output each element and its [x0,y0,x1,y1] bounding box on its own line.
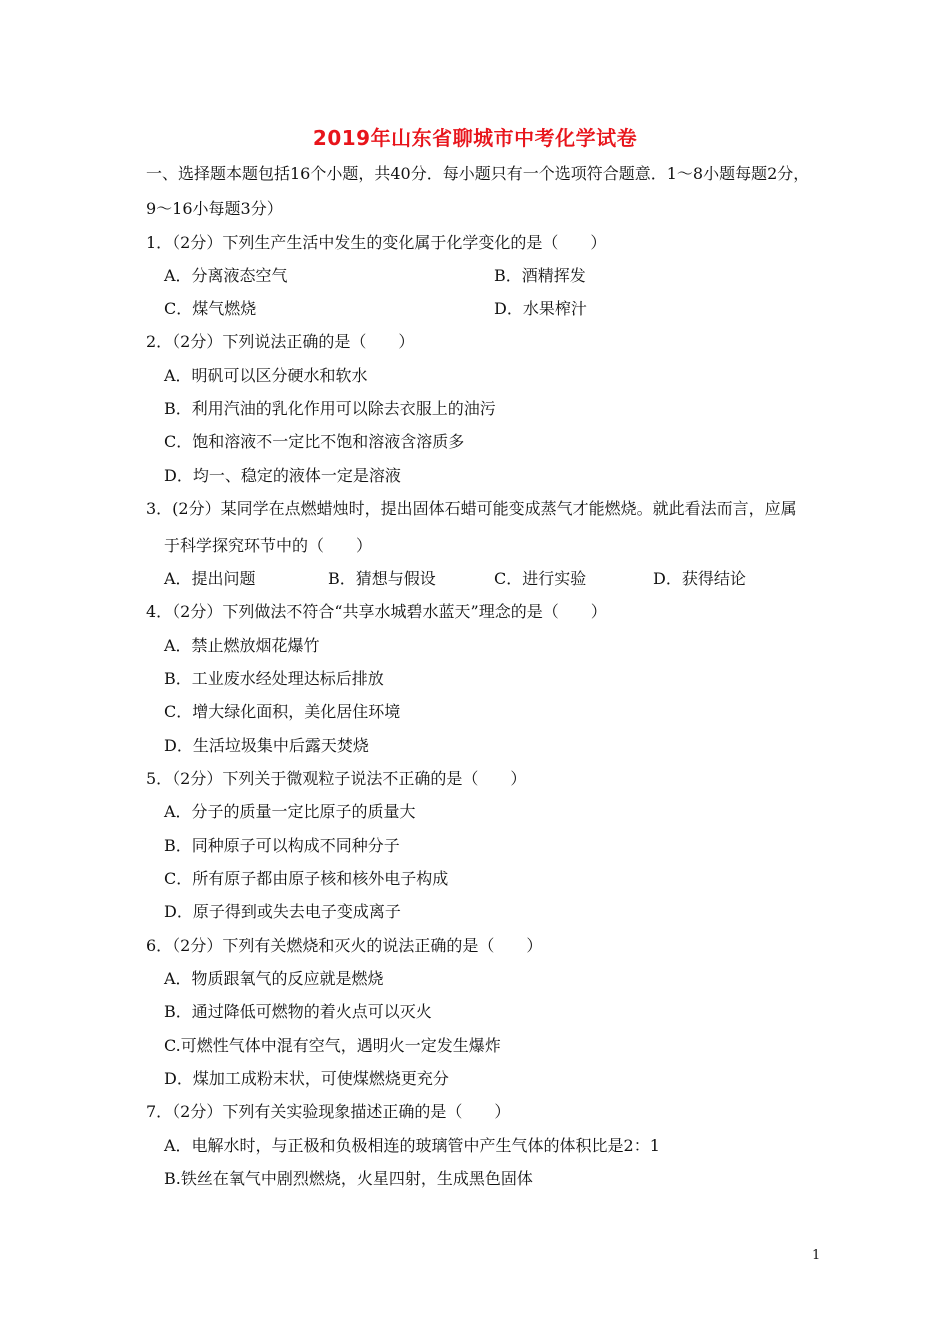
page-title: 2019年山东省聊城市中考化学试卷 [312,126,638,150]
question-4-option-d: D．生活垃圾集中后露天焚烧 [164,736,369,755]
question-5-option-d: D．原子得到或失去电子变成离子 [164,902,401,921]
question-2-option-b: B．利用汽油的乳化作用可以除去衣服上的油污 [164,399,496,418]
question-7-option-b: B.铁丝在氧气中剧烈燃烧，火星四射，生成黑色固体 [164,1169,533,1188]
question-3-option-c: C．进行实验 [494,569,587,588]
question-5-option-a: A．分子的质量一定比原子的质量大 [164,802,416,821]
page-number: 1 [812,1248,821,1263]
question-3-stem-line1: 3．(2分）某同学在点燃蜡烛时，提出固体石蜡可能变成蒸气才能燃烧。就此看法而言，应属 [146,499,797,518]
question-2-option-a: A．明矾可以区分硬水和软水 [164,366,368,385]
question-2-stem: 2．（2分）下列说法正确的是（ ） [146,332,415,351]
question-6-option-a: A．物质跟氧气的反应就是燃烧 [164,969,384,988]
question-6-option-b: B．通过降低可燃物的着火点可以灭火 [164,1002,432,1021]
question-3-stem-line2: 于科学探究环节中的（ ） [164,536,373,555]
question-4-option-a: A．禁止燃放烟花爆竹 [164,636,320,655]
question-4-option-c: C．增大绿化面积，美化居住环境 [164,702,401,721]
question-2-option-c: C．饱和溶液不一定比不饱和溶液含溶质多 [164,432,465,451]
question-3-option-d: D．获得结论 [653,569,746,588]
question-1-option-d: D．水果榨汁 [494,299,587,318]
question-7-option-a: A．电解水时，与正极和负极相连的玻璃管中产生气体的体积比是2：1 [164,1136,660,1155]
question-6-option-c: C.可燃性气体中混有空气，遇明火一定发生爆炸 [164,1036,501,1055]
question-1-option-a: A．分离液态空气 [164,266,288,285]
section-intro-line1: 一、选择题本题包括16个小题，共40分．每小题只有一个选项符合题意．1～8小题每题2分， [146,164,810,183]
question-5-option-c: C．所有原子都由原子核和核外电子构成 [164,869,449,888]
question-5-stem: 5．（2分）下列关于微观粒子说法不正确的是（ ） [146,769,527,788]
question-3-option-a: A．提出问题 [164,569,256,588]
question-1-stem: 1．（2分）下列生产生活中发生的变化属于化学变化的是（ ） [146,233,607,252]
question-7-stem: 7．（2分）下列有关实验现象描述正确的是（ ） [146,1102,511,1121]
question-4-stem: 4．（2分）下列做法不符合“共享水城碧水蓝天”理念的是（ ） [146,602,607,621]
question-3-option-b: B．猜想与假设 [328,569,436,588]
question-1-option-c: C．煤气燃烧 [164,299,257,318]
question-6-stem: 6．（2分）下列有关燃烧和灭火的说法正确的是（ ） [146,936,543,955]
question-1-option-b: B．酒精挥发 [494,266,586,285]
question-6-option-d: D．煤加工成粉末状，可使煤燃烧更充分 [164,1069,449,1088]
question-5-option-b: B．同种原子可以构成不同种分子 [164,836,400,855]
question-2-option-d: D．均一、稳定的液体一定是溶液 [164,466,401,485]
section-intro-line2: 9～16小每题3分） [146,199,283,218]
question-4-option-b: B．工业废水经处理达标后排放 [164,669,384,688]
